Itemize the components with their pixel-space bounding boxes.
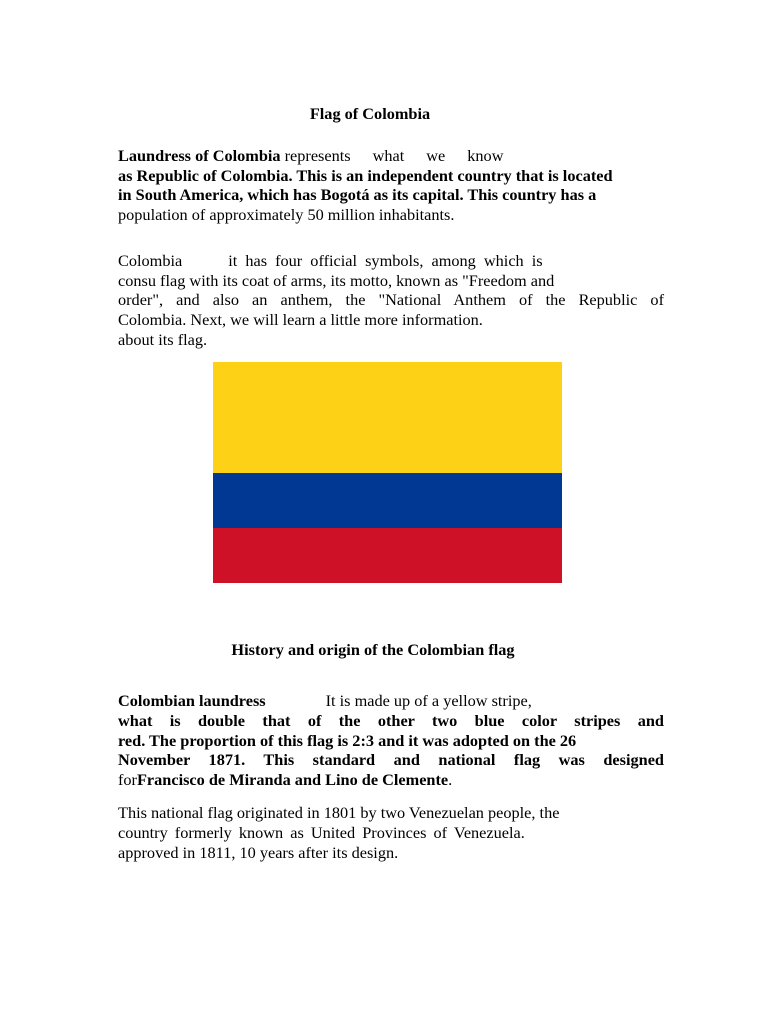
p2-word: Colombia xyxy=(118,251,183,270)
flag-blue-stripe xyxy=(213,473,562,528)
p1-bold-lead: Laundress of Colombia xyxy=(118,146,281,165)
p3-line-3: red. The proportion of this flag is 2:3 and it was adopted on the 26 xyxy=(118,731,577,750)
flag-yellow-stripe xyxy=(213,362,562,473)
p2-line-4: Colombia. Next, we will learn a little more information. xyxy=(118,310,483,329)
page-title: Flag of Colombia xyxy=(309,104,431,123)
p4-line-3: approved in 1811, 10 years after its design. xyxy=(118,843,399,862)
p1-word: we xyxy=(426,146,446,165)
p1-word: represents xyxy=(284,146,351,165)
colombia-flag-image xyxy=(213,362,562,583)
p3-for: for xyxy=(118,770,137,789)
p1-word: know xyxy=(467,146,504,165)
p1-line-4: population of approximately 50 million inhabitants. xyxy=(118,205,455,224)
p3-line-4: November 1871. This standard and national flag was designed xyxy=(118,750,664,769)
p3-line-5 xyxy=(118,770,452,789)
p2-line-2: consu flag with its coat of arms, its motto, known as "Freedom and xyxy=(118,271,555,290)
p3-line-1 xyxy=(118,691,532,710)
p2-line-1 xyxy=(118,251,543,270)
p3-line-1-rest: It is made up of a yellow stripe, xyxy=(325,691,532,710)
flag-red-stripe xyxy=(213,528,562,583)
p4-line-1: This national flag originated in 1801 by two Venezuelan people, the xyxy=(118,803,560,822)
p1-line-1 xyxy=(118,146,503,165)
p1-word: what xyxy=(372,146,405,165)
p3-line-2: what is double that of the other two blue color stripes and xyxy=(118,711,664,730)
p4-line-2: country formerly known as United Provinces of Venezuela. xyxy=(118,823,525,842)
p3-designers: Francisco de Miranda and Lino de Clemente xyxy=(136,770,449,789)
section-subtitle: History and origin of the Colombian flag xyxy=(231,640,515,659)
p3-period: . xyxy=(448,770,453,789)
p1-line-2: as Republic of Colombia. This is an independent country that is located xyxy=(118,166,613,185)
p2-line-3: order", and also an anthem, the "National Anthem of the Republic of xyxy=(118,290,664,309)
p2-line-1-rest: it has four official symbols, among which is xyxy=(228,251,543,270)
p1-line-3: in South America, which has Bogotá as its capital. This country has a xyxy=(118,185,597,204)
p2-line-5: about its flag. xyxy=(118,330,208,349)
p3-bold-lead: Colombian laundress xyxy=(118,691,266,710)
